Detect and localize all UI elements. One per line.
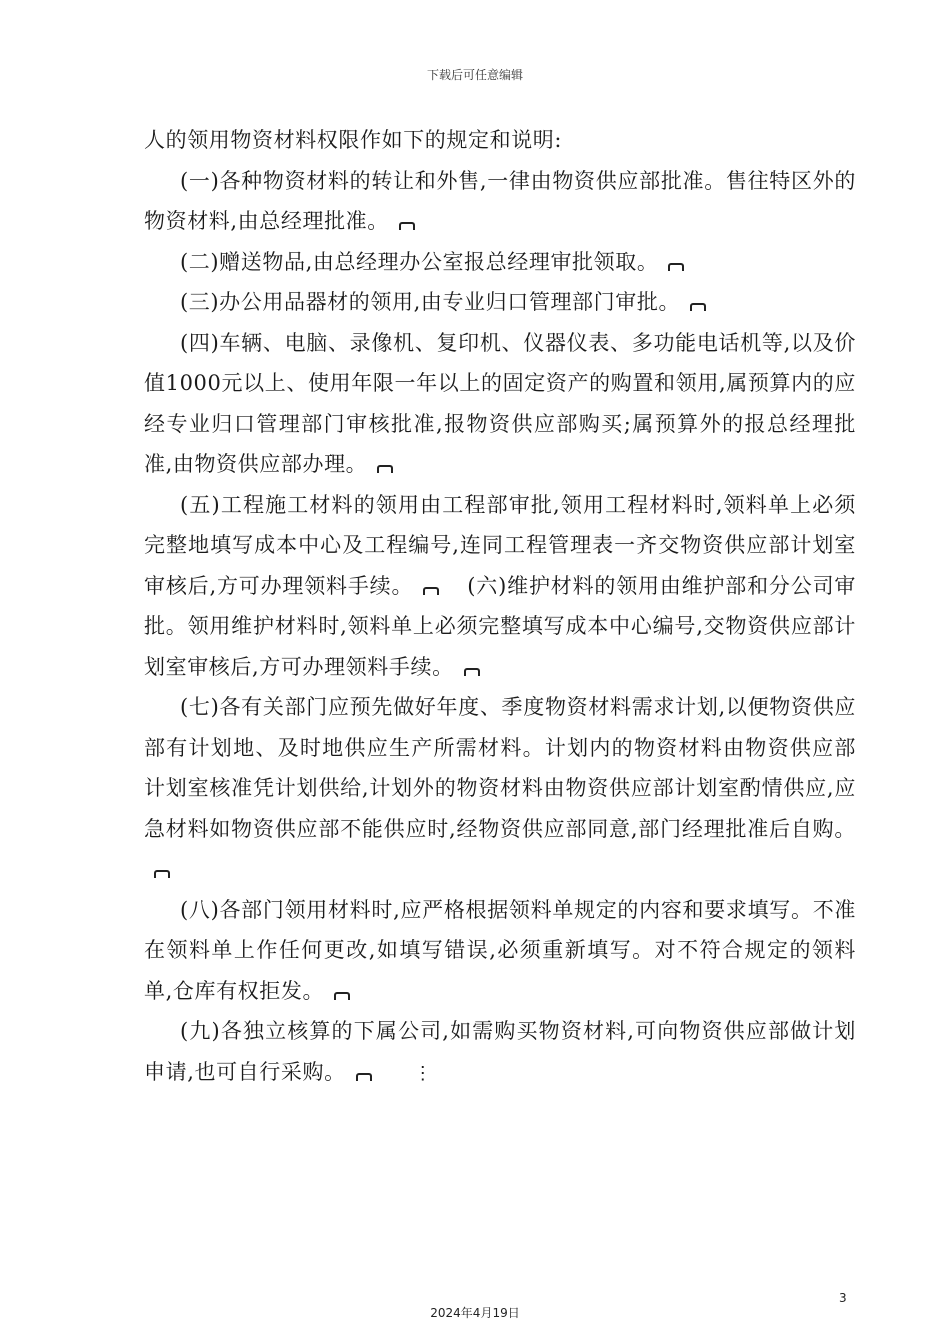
page-footer-date: 2024年4月19日 [430, 1306, 520, 1320]
paragraph-mark-icon [377, 465, 393, 473]
clause-4 [144, 323, 856, 485]
page-header: 下载后可任意编辑 [426, 68, 523, 82]
clause-1 [144, 161, 856, 242]
page-number: 3 [839, 1291, 847, 1305]
clause-9-text: (九)各独立核算的下属公司,如需购买物资材料,可向物资供应部做计划申请,也可自行采购。 [144, 1019, 856, 1084]
clause-8-text: (八)各部门领用材料时,应严格根据领料单规定的内容和要求填写。不准在领料单上作任何更改,如填写错误,必须重新填写。对不符合规定的领料单,仓库有权拒发。 [144, 897, 856, 1003]
clause-9 [144, 1011, 856, 1094]
clause-3 [144, 282, 856, 323]
clause-7-text: (七)各有关部门应预先做好年度、季度物资材料需求计划,以便物资供应部有计划地、及时地供应生产所需材料。计划内的物资材料由物资供应部计划室核准凭计划供给,计划外的物资材料由物资供应部计划室酌情供应,应急材料如物资供应部不能供应时,经物资供应部同意,部门经理批准后自购。 [144, 695, 856, 841]
paragraph-mark-icon [334, 992, 350, 1000]
clause-4-text: (四)车辆、电脑、录像机、复印机、仪器仪表、多功能电话机等,以及价值1000元以上、使用年限一年以上的固定资产的购置和领用,属预算内的应经专业归口管理部门审核批准,报物资供应部购买;属预算外的报总经理批准,由物资供应部办理。 [144, 330, 856, 476]
clause-6-text: (六)维护材料的领用由维护部和分公司审批。领用维护材料时,领料单上必须完整填写成本中心编号,交物资供应部计划室审核后,方可办理领料手续。 [144, 573, 856, 679]
paragraph-mark-icon [154, 870, 170, 878]
paragraph-mark-icon [690, 303, 706, 311]
clause-3-text: (三)办公用品器材的领用,由专业归口管理部门审批。 [180, 290, 681, 314]
clause-5-text: (五)工程施工材料的领用由工程部审批,领用工程材料时,领料单上必须完整地填写成本中心及工程编号,连同工程管理表一齐交物资供应部计划室审核后,方可办理领料手续。 [144, 492, 856, 598]
clause-8 [144, 890, 856, 1012]
paragraph-mark-icon [356, 1073, 372, 1081]
intro-text: 人的领用物资材料权限作如下的规定和说明: [144, 128, 563, 152]
paragraph-mark-icon [399, 222, 415, 230]
paragraph-mark-icon [423, 587, 439, 595]
clause-7 [144, 687, 856, 890]
paragraph-mark-icon [464, 668, 480, 676]
clause-2-text: (二)赠送物品,由总经理办公室报总经理审批领取。 [180, 249, 659, 274]
clause-1-text: (一)各种物资材料的转让和外售,一律由物资供应部批准。售往特区外的物资材料,由总经理批准。 [144, 168, 856, 233]
intro-paragraph [144, 120, 856, 161]
paragraph-mark-icon [668, 263, 684, 271]
end-glyph: ⋮ [413, 1062, 432, 1084]
clause-5-6 [144, 485, 856, 688]
document-body [144, 120, 856, 1094]
clause-2 [144, 242, 856, 283]
